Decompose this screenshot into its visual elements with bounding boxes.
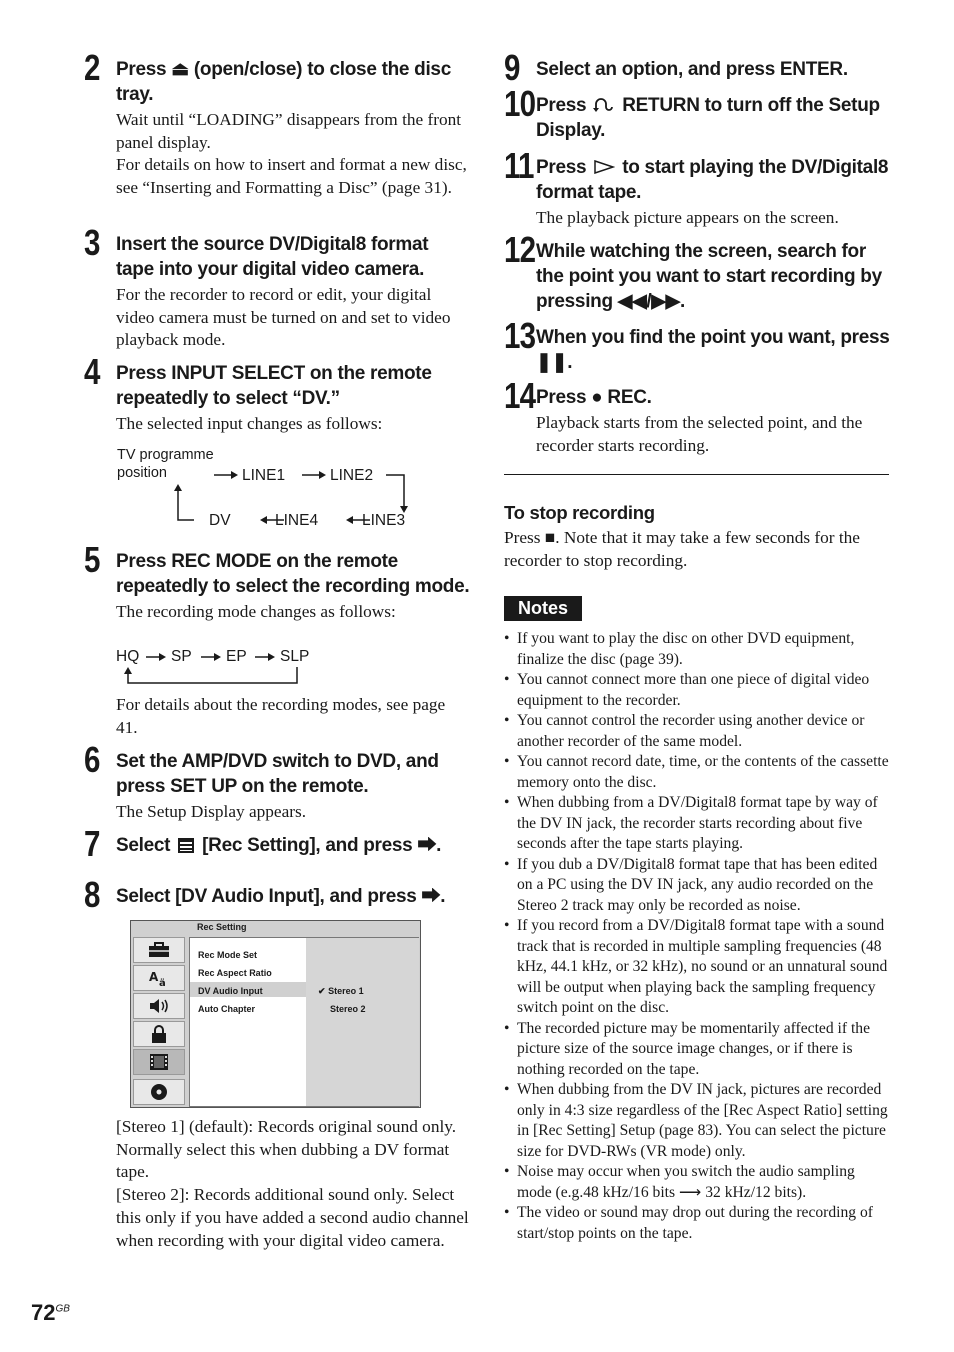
flow-line1: LINE1 xyxy=(242,467,286,484)
step-14-body: Playback starts from the selected point, and the recorder starts recording. xyxy=(536,413,863,455)
flow-line4: LINE4 xyxy=(275,512,319,529)
menu-item-auto-chapter[interactable]: Auto Chapter xyxy=(198,1004,255,1014)
options-panel xyxy=(306,938,419,1106)
step-9-number: 9 xyxy=(504,47,520,88)
step-5-body: The recording mode changes as follows: xyxy=(116,602,396,621)
input-select-flow xyxy=(116,444,416,534)
note-item: • Noise may occur when you switch the audio sampling mode (e.g.48 kHz/16 bits ⟶ 32 kHz/12 bits). xyxy=(504,1162,892,1203)
option-stereo-2[interactable]: Stereo 2 xyxy=(330,1004,366,1014)
step-11-number: 11 xyxy=(504,145,534,186)
step-14-number: 14 xyxy=(504,375,536,416)
menu-options xyxy=(318,982,366,1018)
note-item: • You cannot record date, time, or the contents of the cassette memory onto the disc. xyxy=(504,752,892,793)
note-item: • If you want to play the disc on other DVD equipment, finalize the disc (page 39). xyxy=(504,629,892,670)
flow-dv: DV xyxy=(209,512,231,529)
note-item: • The recorded picture may be momentarily affected if the picture size of the source image changes, or if there is nothing recorded on the tape. xyxy=(504,1019,892,1081)
svg-text:ä: ä xyxy=(159,978,166,987)
lock-icon[interactable] xyxy=(133,1021,185,1047)
option-stereo-1[interactable]: ✔ Stereo 1 xyxy=(318,986,364,996)
step-5 xyxy=(116,549,470,624)
page-suffix: GB xyxy=(55,1303,70,1315)
notes-list xyxy=(504,629,892,1244)
language-icon[interactable] xyxy=(133,965,185,991)
note-item: • If you record from a DV/Digital8 format tape with a sound track that is recorded in multiple sampling frequencies (48 kHz, 44.1 kHz, or 32 kHz), no sound or an unnatural sound will be output when playing back the sampling frequency switch point on the disc. xyxy=(504,916,892,1019)
flow-start-label: TV programme position xyxy=(117,447,214,481)
step-4-heading: Press INPUT SELECT on the remote repeatedly to select “DV.” xyxy=(116,363,432,409)
eject-icon: ⏏ xyxy=(171,59,189,80)
step-7-heading: Select [Rec Setting], and press ⮕. xyxy=(116,835,442,856)
menu-items xyxy=(198,946,272,1018)
play-icon xyxy=(593,160,615,174)
rec-mode-flow xyxy=(116,646,336,686)
step-4 xyxy=(116,361,470,436)
stop-recording-body: Press ■. Note that it may take a few seconds for the recorder to stop recording. xyxy=(504,528,860,570)
stereo-description xyxy=(116,1116,470,1252)
step-10-number: 10 xyxy=(504,83,536,124)
step-14-heading: Press ● REC. xyxy=(536,387,652,408)
right-arrow-icon: ⮕. xyxy=(417,835,442,856)
step-10-heading: Press RETURN to turn off the Setup Display. xyxy=(536,95,880,141)
step-7-number: 7 xyxy=(84,823,100,864)
film-icon[interactable] xyxy=(133,1049,185,1075)
step-12 xyxy=(536,239,892,314)
step-3 xyxy=(116,232,470,352)
step-9 xyxy=(536,57,892,82)
step-2 xyxy=(116,57,470,200)
menu-item-dv-audio-input[interactable]: DV Audio Input xyxy=(198,986,263,996)
step-2-number: 2 xyxy=(84,47,100,88)
step-10 xyxy=(536,93,892,143)
step-8-number: 8 xyxy=(84,874,100,915)
step-6-body: The Setup Display appears. xyxy=(116,802,307,821)
step-4-number: 4 xyxy=(84,351,100,392)
step-5-number: 5 xyxy=(84,539,100,580)
step-14 xyxy=(536,385,892,457)
note-item: • If you dub a DV/Digital8 format tape that has been edited on a PC using the DV IN jack, any audio recorded on the Stereo 2 track may only be recorded as noise. xyxy=(504,855,892,917)
menu-panel xyxy=(189,937,419,1107)
note-item: • When dubbing from the DV IN jack, pictures are recorded only in 4:3 size regardless of the [Rec Aspect Ratio] setting in [Rec Setting] Setup (page 83). You can select the picture size for DVD-RWs (VR mode) only. xyxy=(504,1080,892,1162)
return-icon xyxy=(593,97,615,113)
step-6 xyxy=(116,749,470,824)
stop-recording-title: To stop recording xyxy=(504,502,655,523)
flow-line2: LINE2 xyxy=(330,467,374,484)
mode-ep: EP xyxy=(226,648,247,665)
step-12-heading: While watching the screen, search for the point you want to start recording by pressing ◀◀/▶▶. xyxy=(536,241,882,312)
step-2-heading: Press ⏏ (open/close) to close the disc tray. xyxy=(116,59,451,105)
page-number: $72^{GB}$ xyxy=(31,1300,70,1325)
step-3-body: For the recorder to record or edit, your digital video camera must be turned on and set to video playback mode. xyxy=(116,285,451,350)
step-13-number: 13 xyxy=(504,315,536,356)
step-11-heading: Press to start playing the DV/Digital8 format tape. xyxy=(536,157,889,203)
speaker-icon[interactable] xyxy=(133,993,185,1019)
step-13-heading: When you find the point you want, press ❚❚. xyxy=(536,327,890,373)
flow-line3: LINE3 xyxy=(362,512,406,529)
step-7 xyxy=(116,833,470,858)
mode-hq: HQ xyxy=(116,648,140,665)
step-12-number: 12 xyxy=(504,229,536,270)
right-arrow-icon: ⮕. xyxy=(421,886,446,907)
stop-recording-section xyxy=(504,500,892,572)
mode-slp: SLP xyxy=(280,648,310,665)
rec-setting-icon xyxy=(178,838,194,853)
rec-setting-menu xyxy=(130,920,421,1108)
step-8 xyxy=(116,884,470,909)
svg-text:A: A xyxy=(149,970,159,984)
step-6-number: 6 xyxy=(84,739,100,780)
mode-sp: SP xyxy=(171,648,192,665)
step-8-heading: Select [DV Audio Input], and press ⮕. xyxy=(116,886,446,907)
stereo-2-description: [Stereo 2]: Records additional sound only. Select this only if you have added a second audio channel when recording with your digital video camera. xyxy=(116,1185,469,1250)
note-item: • You cannot control the recorder using another device or another recorder of the same model. xyxy=(504,711,892,752)
step-13 xyxy=(536,325,892,375)
step-11-body: The playback picture appears on the screen. xyxy=(536,208,839,227)
step-6-heading: Set the AMP/DVD switch to DVD, and press SET UP on the remote. xyxy=(116,751,439,797)
notes-badge: Notes xyxy=(504,596,582,621)
step-3-heading: Insert the source DV/Digital8 format tape into your digital video camera. xyxy=(116,234,429,280)
note-item: • You cannot connect more than one piece of digital video equipment to the recorder. xyxy=(504,670,892,711)
step-4-body: The selected input changes as follows: xyxy=(116,414,383,433)
stereo-1-description: [Stereo 1] (default): Records original sound only. Normally select this when dubbing a DV format tape. xyxy=(116,1117,457,1182)
disc-icon[interactable] xyxy=(133,1079,185,1105)
menu-item-rec-aspect-ratio[interactable]: Rec Aspect Ratio xyxy=(198,968,272,978)
step-9-heading: Select an option, and press ENTER. xyxy=(536,59,848,80)
menu-item-rec-mode-set[interactable]: Rec Mode Set xyxy=(198,950,258,960)
menu-title[interactable]: Rec Setting xyxy=(197,922,247,932)
section-divider xyxy=(504,474,889,475)
step-3-number: 3 xyxy=(84,222,100,263)
step-11 xyxy=(536,155,892,230)
toolbox-icon[interactable] xyxy=(133,937,185,963)
note-item: • The video or sound may drop out during the recording of start/stop points on the tape. xyxy=(504,1203,892,1244)
step-2-body: Wait until “LOADING” disappears from the front panel display. For details on how to insert and format a new disc, see “Inserting and Formatting a Disc” (page 31). xyxy=(116,110,467,198)
note-item: • When dubbing from a DV/Digital8 format tape by way of the DV IN jack, the recorder starts recording about five seconds after the tape starts playing. xyxy=(504,793,892,855)
step-5-heading: Press REC MODE on the remote repeatedly to select the recording mode. xyxy=(116,551,470,597)
step-5-after: For details about the recording modes, see page 41. xyxy=(116,695,446,737)
check-icon: ✔ xyxy=(318,986,326,996)
